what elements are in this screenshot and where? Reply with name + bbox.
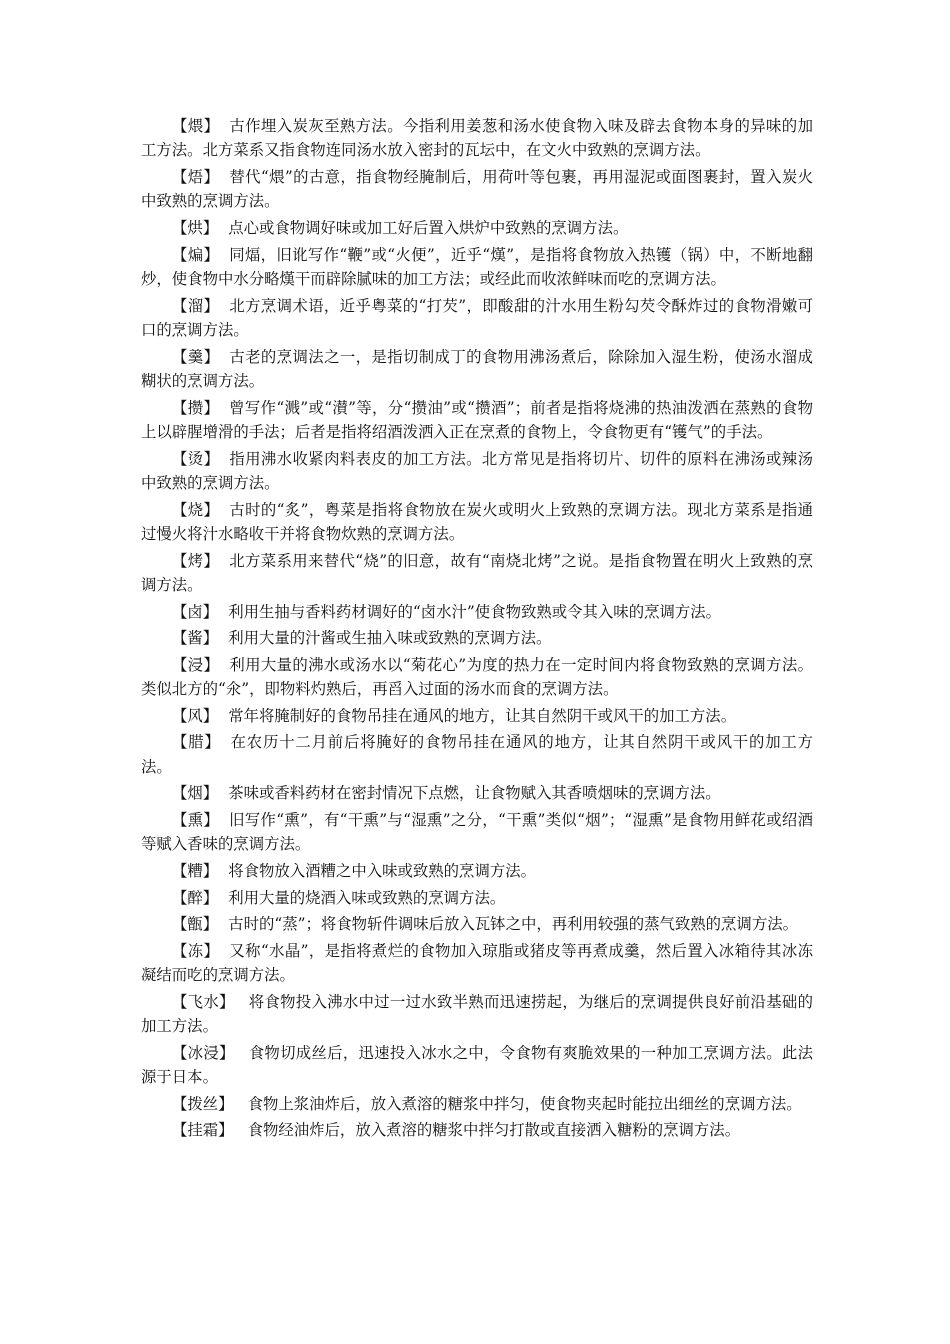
- entry-text: 替代“煨”的古意，指食物经腌制后，用荷叶等包裹，再用湿泥或面图裹封，置入炭火中致熟的烹调方法。: [141, 168, 813, 211]
- entry-term: 【醉】: [172, 888, 219, 907]
- glossary-entry: [141, 939, 813, 988]
- entry-text: 古时的“炙”，粤菜是指将食物放在炭火或明火上致熟的烹调方法。现北方菜系是指通过慢火将汁水略收干并将食物炊熟的烹调方法。: [141, 500, 813, 543]
- entry-term: 【糟】: [172, 861, 219, 880]
- entry-text: 曾写作“溅”或“濽”等，分“攒油”或“攒酒”；前者是指将烧沸的热油泼洒在蒸熟的食物上以辟腥增滑的手法；后者是指将绍酒泼洒入正在烹煮的食物上，令食物更有“镬气”的手法。: [141, 398, 813, 441]
- glossary-entry: [141, 626, 813, 650]
- glossary-entry: [141, 114, 813, 163]
- entry-text: 将食物放入酒糟之中入味或致熟的烹调方法。: [228, 861, 537, 880]
- entry-term: 【羹】: [172, 347, 220, 366]
- glossary-entry: [141, 990, 813, 1039]
- entry-text: 食物切成丝后，迅速投入冰水之中，令食物有爽脆效果的一种加工烹调方法。此法源于日本。: [141, 1043, 813, 1087]
- entry-text: 古老的烹调法之一，是指切制成丁的食物用沸汤煮后，除除加入湿生粉，使汤水溜成糊状的烹调方法。: [141, 347, 813, 390]
- entry-term: 【拨丝】: [172, 1094, 234, 1113]
- entry-term: 【烤】: [172, 551, 220, 570]
- entry-text: 利用大量的沸水或汤水以“菊花心”为度的热力在一定时间内将食物致熟的烹调方法。类似北方的“氽”，即物料灼熟后，再舀入过面的汤水而食的烹调方法。: [141, 655, 813, 699]
- entry-text: 古作埋入炭灰至熟方法。今指利用姜葱和汤水使食物入味及辟去食物本身的异味的加工方法。北方菜系又指食物连同汤水放入密封的瓦坛中，在文火中致熟的烹调方法。: [141, 117, 813, 160]
- entry-text: 利用生抽与香料药材调好的“卤水汁”使食物致熟或令其入味的烹调方法。: [228, 602, 722, 621]
- entry-term: 【煨】: [172, 117, 220, 135]
- entry-term: 【浸】: [172, 655, 220, 674]
- glossary-entry: [141, 781, 813, 805]
- entry-term: 【挂霜】: [172, 1121, 234, 1140]
- glossary-entry: [141, 1118, 813, 1142]
- entry-text: 又称“水晶”，是指将煮烂的食物加入琼脂或猪皮等再煮成羹，然后置入冰箱待其冰冻凝结而吃的烹调方法。: [141, 941, 813, 985]
- entry-term: 【烟】: [172, 784, 219, 803]
- entry-text: 利用大量的汁酱或生抽入味或致熟的烹调方法。: [228, 629, 552, 648]
- glossary-entry: [141, 549, 813, 598]
- glossary-entry: [141, 704, 813, 728]
- entry-term: 【熏】: [172, 810, 220, 829]
- entry-text: 旧写作“熏”，有“干熏”与“湿熏”之分，“干熏”类似“烟”；“湿熏”是食物用鲜花或绍酒等赋入香味的烹调方法。: [141, 810, 813, 854]
- document-body: [141, 114, 813, 1145]
- glossary-entry: [141, 808, 813, 857]
- glossary-entry: [141, 859, 813, 883]
- entry-text: 茶味或香料药材在密封情况下点燃，让食物赋入其香喷烟味的烹调方法。: [228, 784, 721, 803]
- glossary-entry: [141, 912, 813, 936]
- glossary-entry: [141, 886, 813, 910]
- glossary-entry: [141, 345, 813, 394]
- glossary-entry: [141, 1092, 813, 1116]
- entry-text: 利用大量的烧酒入味或致熟的烹调方法。: [228, 888, 506, 907]
- entry-term: 【卤】: [172, 602, 219, 621]
- glossary-entry: [141, 730, 813, 779]
- glossary-entry: [141, 498, 813, 547]
- entry-term: 【溜】: [172, 296, 220, 315]
- glossary-entry: [141, 216, 813, 240]
- entry-text: 食物上浆油炸后，放入煮溶的糖浆中拌匀，使食物夹起时能拉出细丝的烹调方法。: [247, 1094, 802, 1113]
- glossary-entry: [141, 294, 813, 343]
- entry-term: 【冰浸】: [172, 1043, 235, 1062]
- glossary-entry: [141, 165, 813, 214]
- entry-term: 【冻】: [172, 941, 220, 960]
- entry-text: 在农历十二月前后将腌好的食物吊挂在通风的地方，让其自然阴干或风干的加工方法。: [141, 733, 813, 776]
- glossary-entry: [141, 600, 813, 624]
- entry-text: 同煏，旧讹写作“鞭”或“火便”，近乎“熯”，是指将食物放入热镬（锅）中，不断地翻炒，使食物中水分略熯干而辟除腻味的加工方法；或经此而收浓鲜味而吃的烹调方法。: [141, 245, 813, 288]
- entry-term: 【煸】: [172, 245, 220, 264]
- entry-text: 常年将腌制好的食物吊挂在通风的地方，让其自然阴干或风干的加工方法。: [228, 706, 737, 725]
- entry-term: 【腊】: [172, 733, 221, 752]
- entry-term: 【酱】: [172, 629, 219, 648]
- entry-text: 古时的“蒸”；将食物斩件调味后放入瓦钵之中，再利用较强的蒸气致熟的烹调方法。: [228, 915, 798, 934]
- entry-term: 【甑】: [172, 915, 219, 934]
- entry-text: 将食物投入沸水中过一过水致半熟而迅速捞起，为继后的烹调提供良好前沿基础的加工方法。: [141, 992, 813, 1036]
- glossary-entry: [141, 396, 813, 445]
- entry-text: 北方菜系用来替代“烧”的旧意，故有“南烧北烤”之说。是指食物置在明火上致熟的烹调方法。: [141, 551, 813, 594]
- glossary-entry: [141, 1041, 813, 1090]
- entry-term: 【风】: [172, 706, 219, 725]
- entry-term: 【飞水】: [172, 992, 235, 1011]
- entry-text: 指用沸水收紧肉料表皮的加工方法。北方常见是指将切片、切件的原料在沸汤或辣汤中致熟的烹调方法。: [141, 449, 813, 492]
- entry-term: 【烫】: [172, 449, 220, 468]
- glossary-entry: [141, 447, 813, 496]
- glossary-entry: [141, 653, 813, 702]
- entry-term: 【攒】: [172, 398, 220, 417]
- entry-text: 食物经油炸后，放入煮溶的糖浆中拌匀打散或直接洒入糖粉的烹调方法。: [247, 1121, 741, 1140]
- entry-text: 点心或食物调好味或加工好后置入烘炉中致熟的烹调方法。: [228, 219, 629, 237]
- entry-term: 【烘】: [172, 219, 219, 237]
- glossary-entry: [141, 243, 813, 292]
- entry-term: 【烧】: [172, 500, 220, 519]
- entry-text: 北方烹调术语，近乎粤菜的“打芡”，即酸甜的汁水用生粉勾芡令酥炸过的食物滑嫩可口的烹调方法。: [141, 296, 813, 339]
- entry-term: 【焐】: [172, 168, 220, 186]
